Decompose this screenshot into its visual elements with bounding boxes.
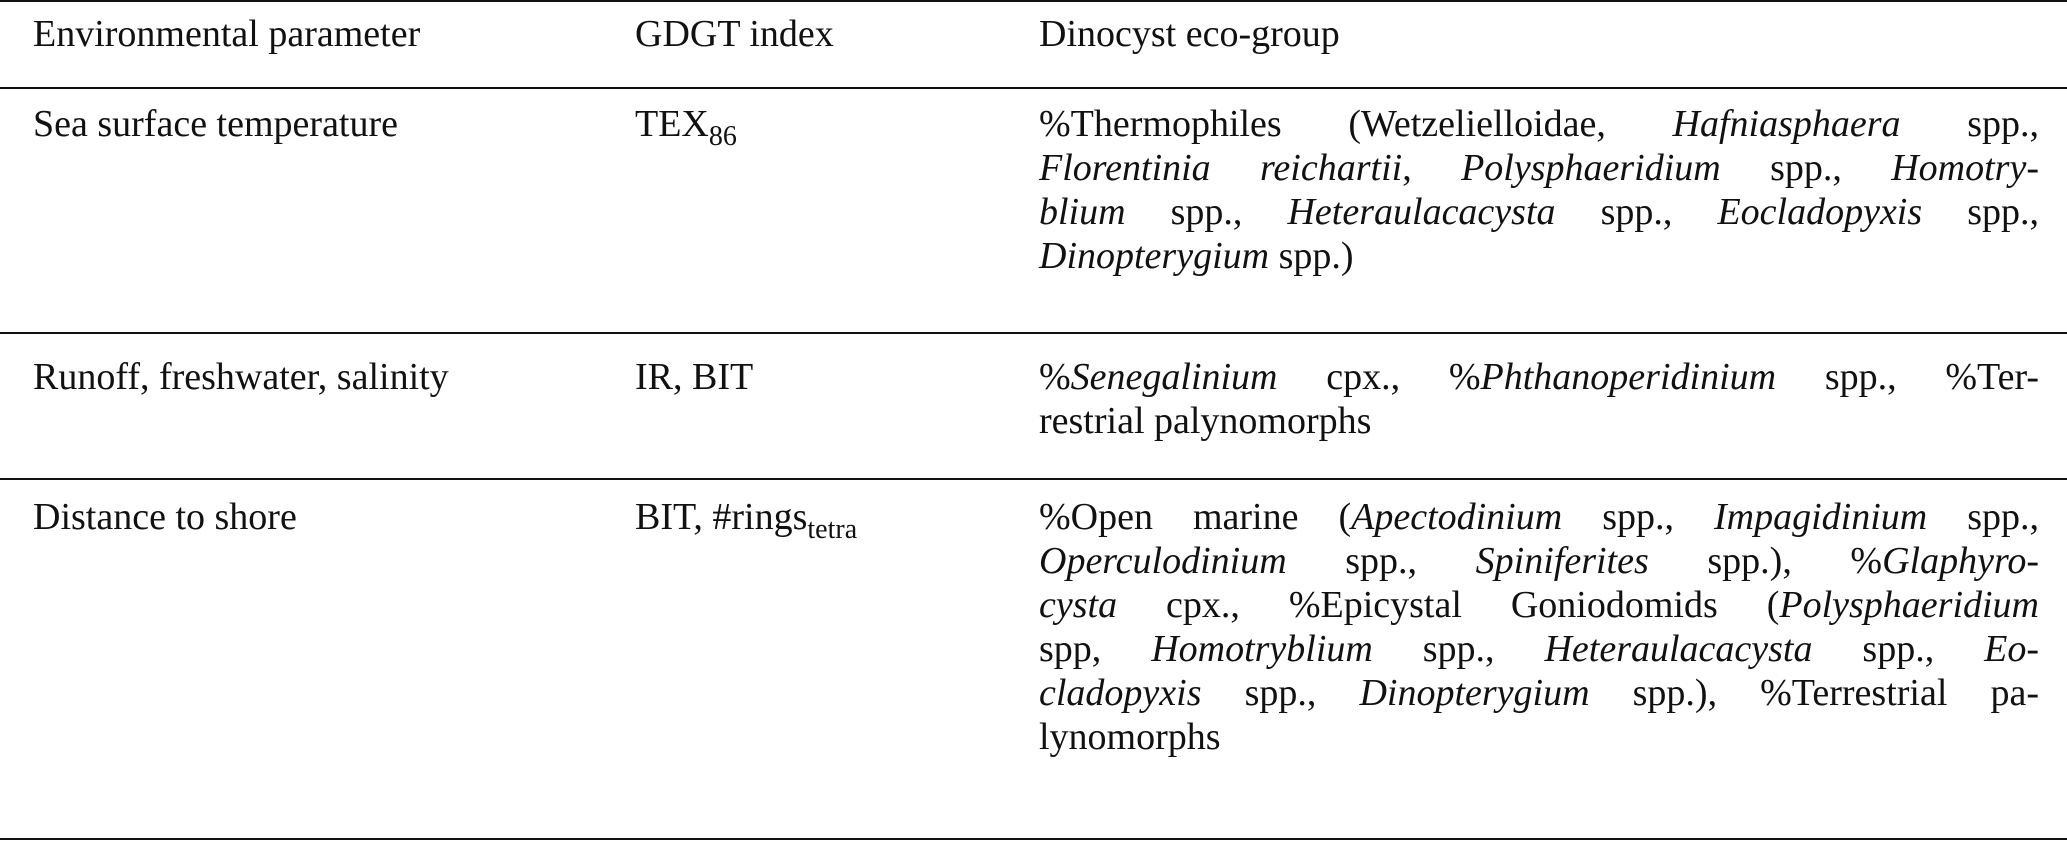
text-run: cpx., % <box>1277 356 1481 398</box>
text-run: spp., <box>1812 628 1985 670</box>
taxon-name: Hafniasphaera <box>1672 103 1901 145</box>
text-run: spp., <box>1555 191 1718 233</box>
text-run: spp., <box>1900 103 2039 145</box>
row-1-rule <box>0 332 2067 334</box>
eco-group-line <box>1039 399 2039 443</box>
taxon-name: Phthanoperidinium <box>1480 356 1777 398</box>
row-1-parameter: Sea surface temperature <box>33 103 399 145</box>
row-2-eco-group <box>1039 355 2039 443</box>
taxon-name: Homotry- <box>1891 147 2039 189</box>
eco-group-line <box>1039 627 2039 671</box>
eco-group-line <box>1039 715 2039 759</box>
taxon-name: blium <box>1039 191 1126 233</box>
taxon-name: Apectodinium <box>1351 496 1563 538</box>
row-2-rule <box>0 478 2067 480</box>
header-dinocyst-eco-group: Dinocyst eco-group <box>1039 13 1340 55</box>
row-2-parameter: Runoff, freshwater, salinity <box>33 356 449 398</box>
taxon-name: Impagidinium <box>1713 496 1928 538</box>
eco-group-line <box>1039 495 2039 539</box>
eco-group-line <box>1039 234 2039 278</box>
eco-group-line <box>1039 671 2039 715</box>
text-run: spp., <box>1372 628 1545 670</box>
text-run: % <box>1039 356 1071 398</box>
taxon-name: Heteraulacacysta <box>1544 628 1813 670</box>
row-3-index-main: BIT, #rings <box>635 496 808 538</box>
text-run: , <box>1402 147 1462 189</box>
taxon-name: Eocladopyxis <box>1717 191 1923 233</box>
taxon-name: cysta <box>1039 584 1118 626</box>
row-3-index-subscript: tetra <box>807 514 858 545</box>
eco-group-line <box>1039 190 2039 234</box>
text-run: spp., %Ter- <box>1776 356 2039 398</box>
bottom-rule <box>0 838 2067 840</box>
row-3-eco-group <box>1039 495 2039 759</box>
taxon-name: Operculodinium <box>1039 540 1287 582</box>
row-2-index-main: IR, BIT <box>635 356 754 398</box>
text-run: spp.) <box>1269 235 1354 277</box>
text-run: cpx., %Epicystal Goniodomids ( <box>1117 584 1780 626</box>
row-1-index <box>635 102 737 152</box>
text-run: lynomorphs <box>1039 716 1221 758</box>
taxon-name: Glaphyro- <box>1882 540 2039 582</box>
text-run: spp., <box>1927 496 2039 538</box>
header-environmental-parameter: Environmental parameter <box>33 13 421 55</box>
text-run: spp., <box>1125 191 1288 233</box>
row-1-index-subscript: 86 <box>708 121 737 152</box>
row-3-parameter: Distance to shore <box>33 496 297 538</box>
row-1-index-main: TEX <box>635 103 709 145</box>
eco-group-line <box>1039 583 2039 627</box>
taxon-name: Homotryblium <box>1151 628 1373 670</box>
eco-group-line <box>1039 146 2039 190</box>
taxon-name: cladopyxis <box>1039 672 1202 714</box>
text-run: restrial palynomorphs <box>1039 400 1372 442</box>
top-rule <box>0 0 2067 2</box>
taxon-name: Eo- <box>1984 628 2039 670</box>
eco-group-line <box>1039 102 2039 146</box>
text-run: spp., <box>1286 540 1476 582</box>
taxon-name: Heteraulacacysta <box>1287 191 1556 233</box>
taxon-name: Polysphaeridium <box>1461 147 1721 189</box>
eco-group-line <box>1039 355 2039 399</box>
taxon-name: Dinopterygium <box>1039 235 1270 277</box>
row-3-index <box>635 495 858 545</box>
header-gdgt-index: GDGT index <box>635 13 834 55</box>
taxon-name: Senegalinium <box>1070 356 1278 398</box>
text-run: spp.), %Terrestrial pa- <box>1589 672 2039 714</box>
text-run: spp, <box>1039 628 1152 670</box>
row-2-index <box>635 355 753 399</box>
row-1-eco-group <box>1039 102 2039 278</box>
text-run: spp., <box>1720 147 1892 189</box>
taxon-name: Spiniferites <box>1475 540 1649 582</box>
taxon-name: Polysphaeridium <box>1779 584 2039 626</box>
text-run: %Open marine ( <box>1039 496 1352 538</box>
text-run: spp., <box>1922 191 2040 233</box>
eco-group-line <box>1039 539 2039 583</box>
taxon-name: Dinopterygium <box>1359 672 1590 714</box>
text-run: spp.), % <box>1648 540 1883 582</box>
text-run: spp., <box>1562 496 1714 538</box>
text-run: spp., <box>1201 672 1360 714</box>
header-rule <box>0 87 2067 89</box>
taxon-name: Florentinia reichartii <box>1039 147 1403 189</box>
text-run: %Thermophiles (Wetzelielloidae, <box>1039 103 1673 145</box>
